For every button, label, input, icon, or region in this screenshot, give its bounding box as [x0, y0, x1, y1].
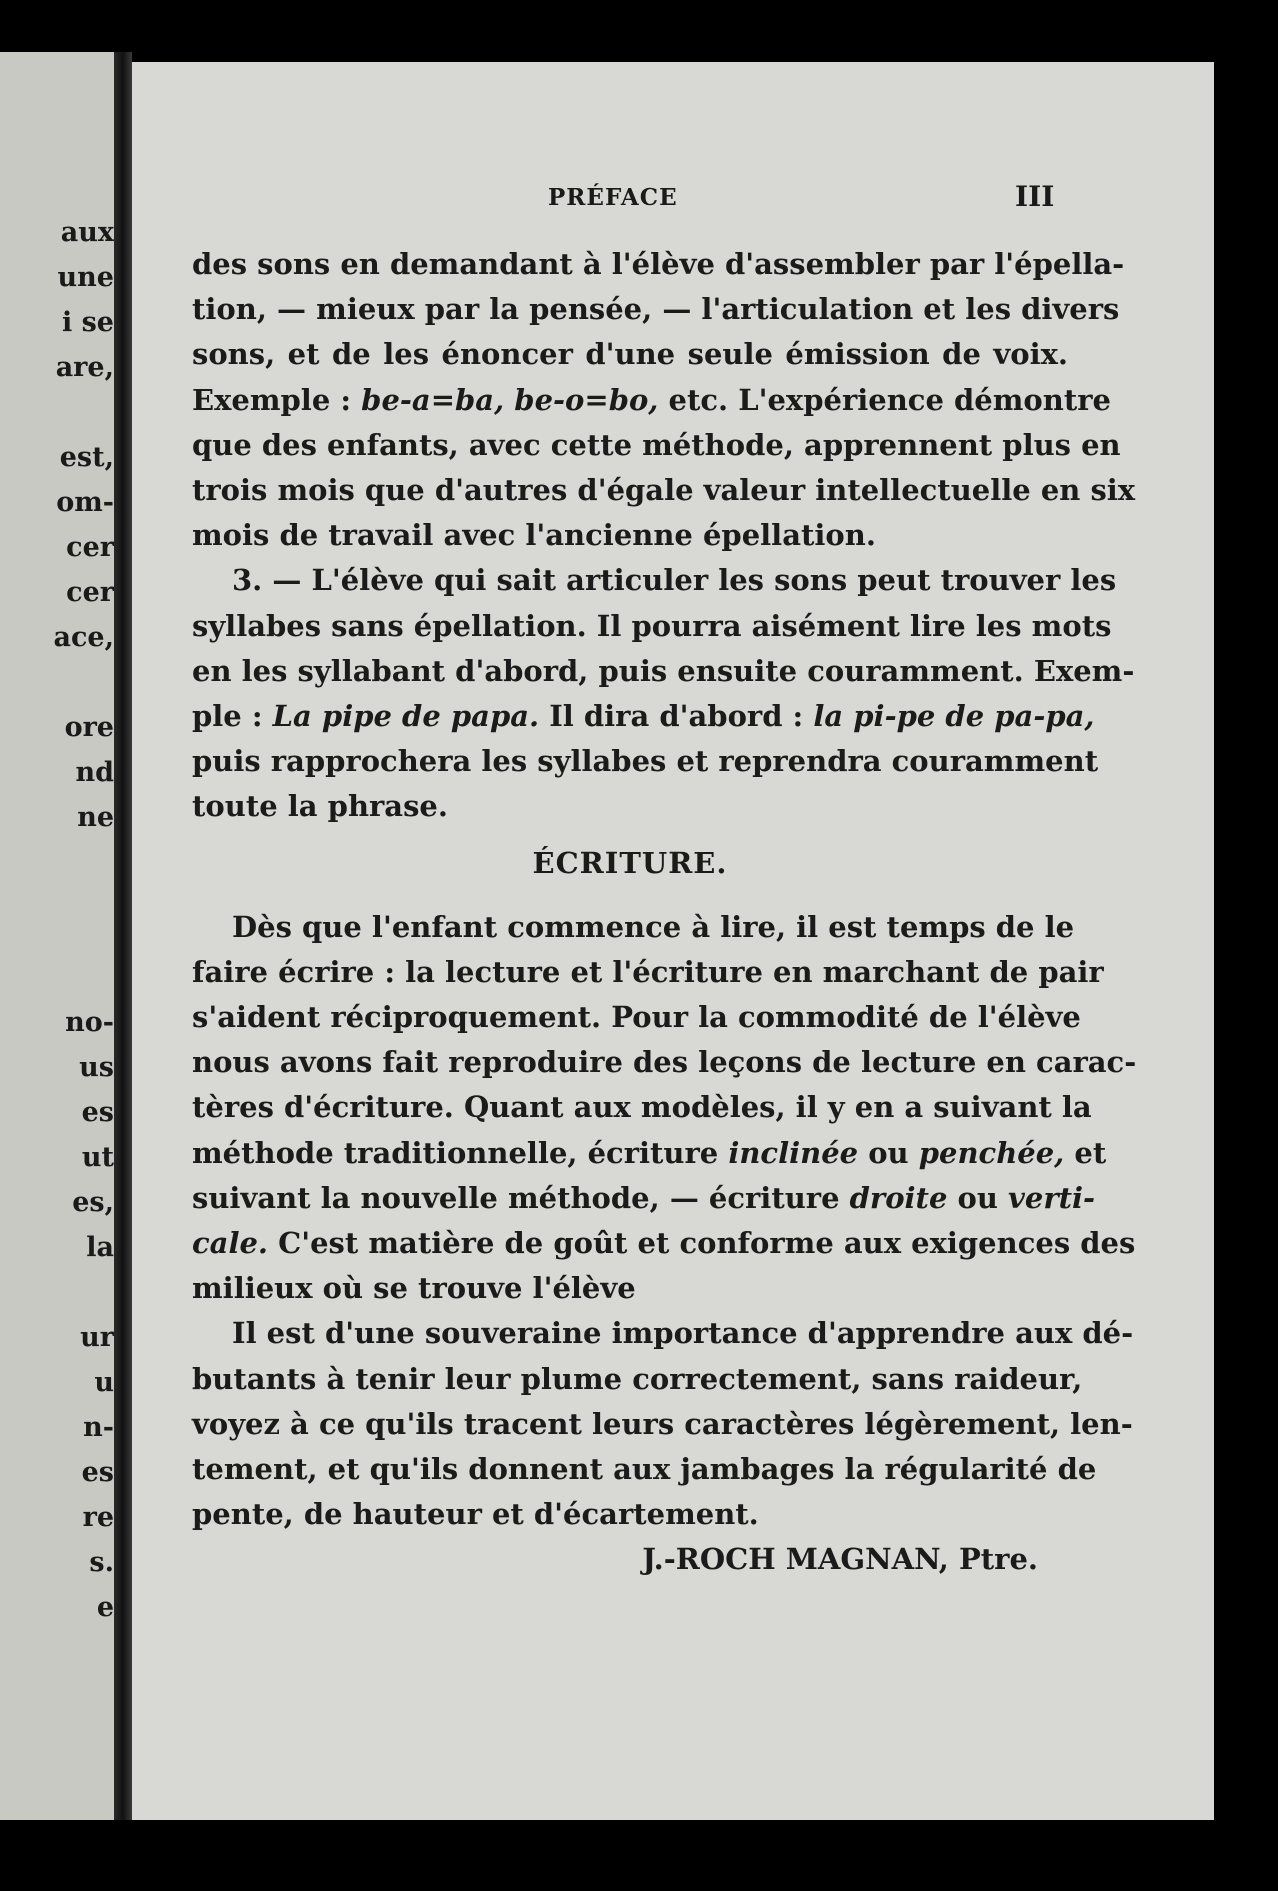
- facing-page-fragment: u: [94, 1367, 114, 1398]
- text-line: [192, 378, 1111, 423]
- facing-page-fragment: are,: [55, 352, 114, 383]
- italic-word: penchée,: [918, 1135, 1065, 1170]
- facing-page-fragment: om-: [56, 487, 114, 518]
- text-line: [192, 1221, 1136, 1266]
- text-span: et: [1064, 1135, 1107, 1170]
- facing-page-fragment: s.: [89, 1547, 114, 1578]
- text-line: faire écrire : la lecture et l'écriture en marchant de pair: [192, 954, 1104, 989]
- italic-example: be-a=ba, be-o=bo,: [361, 382, 659, 417]
- text-span: Il dira d'abord :: [539, 698, 814, 733]
- text-line: sons, et de les énoncer d'une seule émission de voix.: [192, 337, 1068, 372]
- text-line: tement, et qu'ils donnent aux jambages la régularité de: [192, 1451, 1097, 1486]
- text-line: [192, 1131, 1107, 1176]
- section-heading: ÉCRITURE.: [532, 846, 728, 881]
- text-line: en les syllabant d'abord, puis ensuite couramment. Exem-: [192, 653, 1135, 688]
- text-line: butants à tenir leur plume correctement, sans raideur,: [192, 1361, 1083, 1396]
- running-header: [132, 180, 1214, 220]
- facing-page-fragment: e: [96, 1592, 114, 1623]
- text-line: s'aident réciproquement. Pour la commodité de l'élève: [192, 1000, 1081, 1034]
- text-line: puis rapprochera les syllabes et reprendra couramment: [192, 744, 1099, 779]
- text-span: Exemple :: [192, 382, 362, 417]
- text-line: pente, de hauteur et d'écartement.: [192, 1497, 759, 1532]
- facing-page-fragment: re: [82, 1502, 114, 1533]
- text-line: mois de travail avec l'ancienne épellation.: [192, 518, 876, 553]
- text-span: ou: [947, 1180, 1009, 1215]
- facing-page-fragment: i se: [61, 307, 114, 338]
- text-span: C'est matière de goût et conforme aux exigences des: [268, 1225, 1136, 1260]
- text-line: toute la phrase.: [192, 789, 448, 824]
- text-span: suivant la nouvelle méthode, — écriture: [192, 1180, 850, 1215]
- text-line: syllabes sans épellation. Il pourra aisément lire les mots: [192, 608, 1112, 643]
- facing-page-fragment: la: [86, 1232, 114, 1263]
- facing-page-edge: [0, 52, 118, 1820]
- page-body: [192, 242, 1137, 1582]
- page-number: III: [1015, 180, 1055, 213]
- facing-page-fragment: ur: [80, 1322, 114, 1353]
- facing-page-fragment: es: [81, 1457, 114, 1488]
- italic-example: La pipe de papa.: [272, 698, 540, 733]
- text-line: [192, 1176, 1096, 1221]
- facing-page-fragment: nd: [75, 757, 114, 788]
- book-page: [132, 62, 1214, 1820]
- facing-page-fragment: ut: [81, 1142, 114, 1173]
- italic-word: cale.: [192, 1225, 269, 1260]
- facing-page-fragment: cer: [66, 577, 114, 608]
- text-line: tères d'écriture. Quant aux modèles, il y en a suivant la: [192, 1090, 1092, 1125]
- text-line: Il est d'une souveraine importance d'apprendre aux dé-: [232, 1316, 1134, 1351]
- italic-word: verti-: [1008, 1180, 1096, 1215]
- facing-page-fragment: cer: [66, 532, 114, 563]
- text-line: des sons en demandant à l'élève d'assembler par l'épella-: [192, 247, 1125, 281]
- facing-page-fragment: us: [79, 1052, 114, 1083]
- facing-page-fragment: aux: [60, 217, 114, 248]
- text-span: ou: [858, 1135, 919, 1170]
- facing-page-fragment: ace,: [53, 622, 114, 653]
- facing-page-fragment: n-: [83, 1412, 114, 1443]
- header-title: PRÉFACE: [548, 184, 678, 211]
- facing-page-fragment: es: [81, 1097, 114, 1128]
- facing-page-fragment: une: [57, 262, 114, 293]
- text-span: ple :: [192, 698, 273, 733]
- text-line: Dès que l'enfant commence à lire, il est temps de le: [232, 909, 1075, 944]
- text-line: voyez à ce qu'ils tracent leurs caractères légèrement, len-: [192, 1406, 1133, 1441]
- italic-word: droite: [849, 1180, 948, 1215]
- text-line: nous avons fait reproduire des leçons de lecture en carac-: [192, 1045, 1137, 1080]
- text-line: que des enfants, avec cette méthode, apprennent plus en: [192, 427, 1121, 462]
- facing-page-fragment: no-: [65, 1007, 114, 1038]
- text-span: méthode traditionnelle, écriture: [192, 1135, 729, 1170]
- text-span: etc. L'expérience démontre: [658, 382, 1111, 417]
- italic-word: inclinée: [728, 1135, 859, 1170]
- facing-page-fragment: ore: [64, 712, 114, 743]
- text-line: milieux où se trouve l'élève: [192, 1271, 636, 1306]
- facing-page-fragment: ne: [77, 802, 114, 833]
- facing-page-fragment: est,: [59, 442, 114, 473]
- facing-page-fragment: es,: [72, 1187, 114, 1218]
- signature: J.-ROCH MAGNAN, Ptre.: [642, 1542, 1038, 1577]
- text-line: trois mois que d'autres d'égale valeur intellectuelle en six: [192, 472, 1136, 507]
- italic-example: la pi-pe de pa-pa,: [813, 698, 1095, 733]
- text-line: [192, 694, 1095, 739]
- text-line: tion, — mieux par la pensée, — l'articulation et les divers: [192, 292, 1120, 327]
- text-line: 3. — L'élève qui sait articuler les sons peut trouver les: [232, 563, 1117, 598]
- book-gutter: [114, 52, 132, 1820]
